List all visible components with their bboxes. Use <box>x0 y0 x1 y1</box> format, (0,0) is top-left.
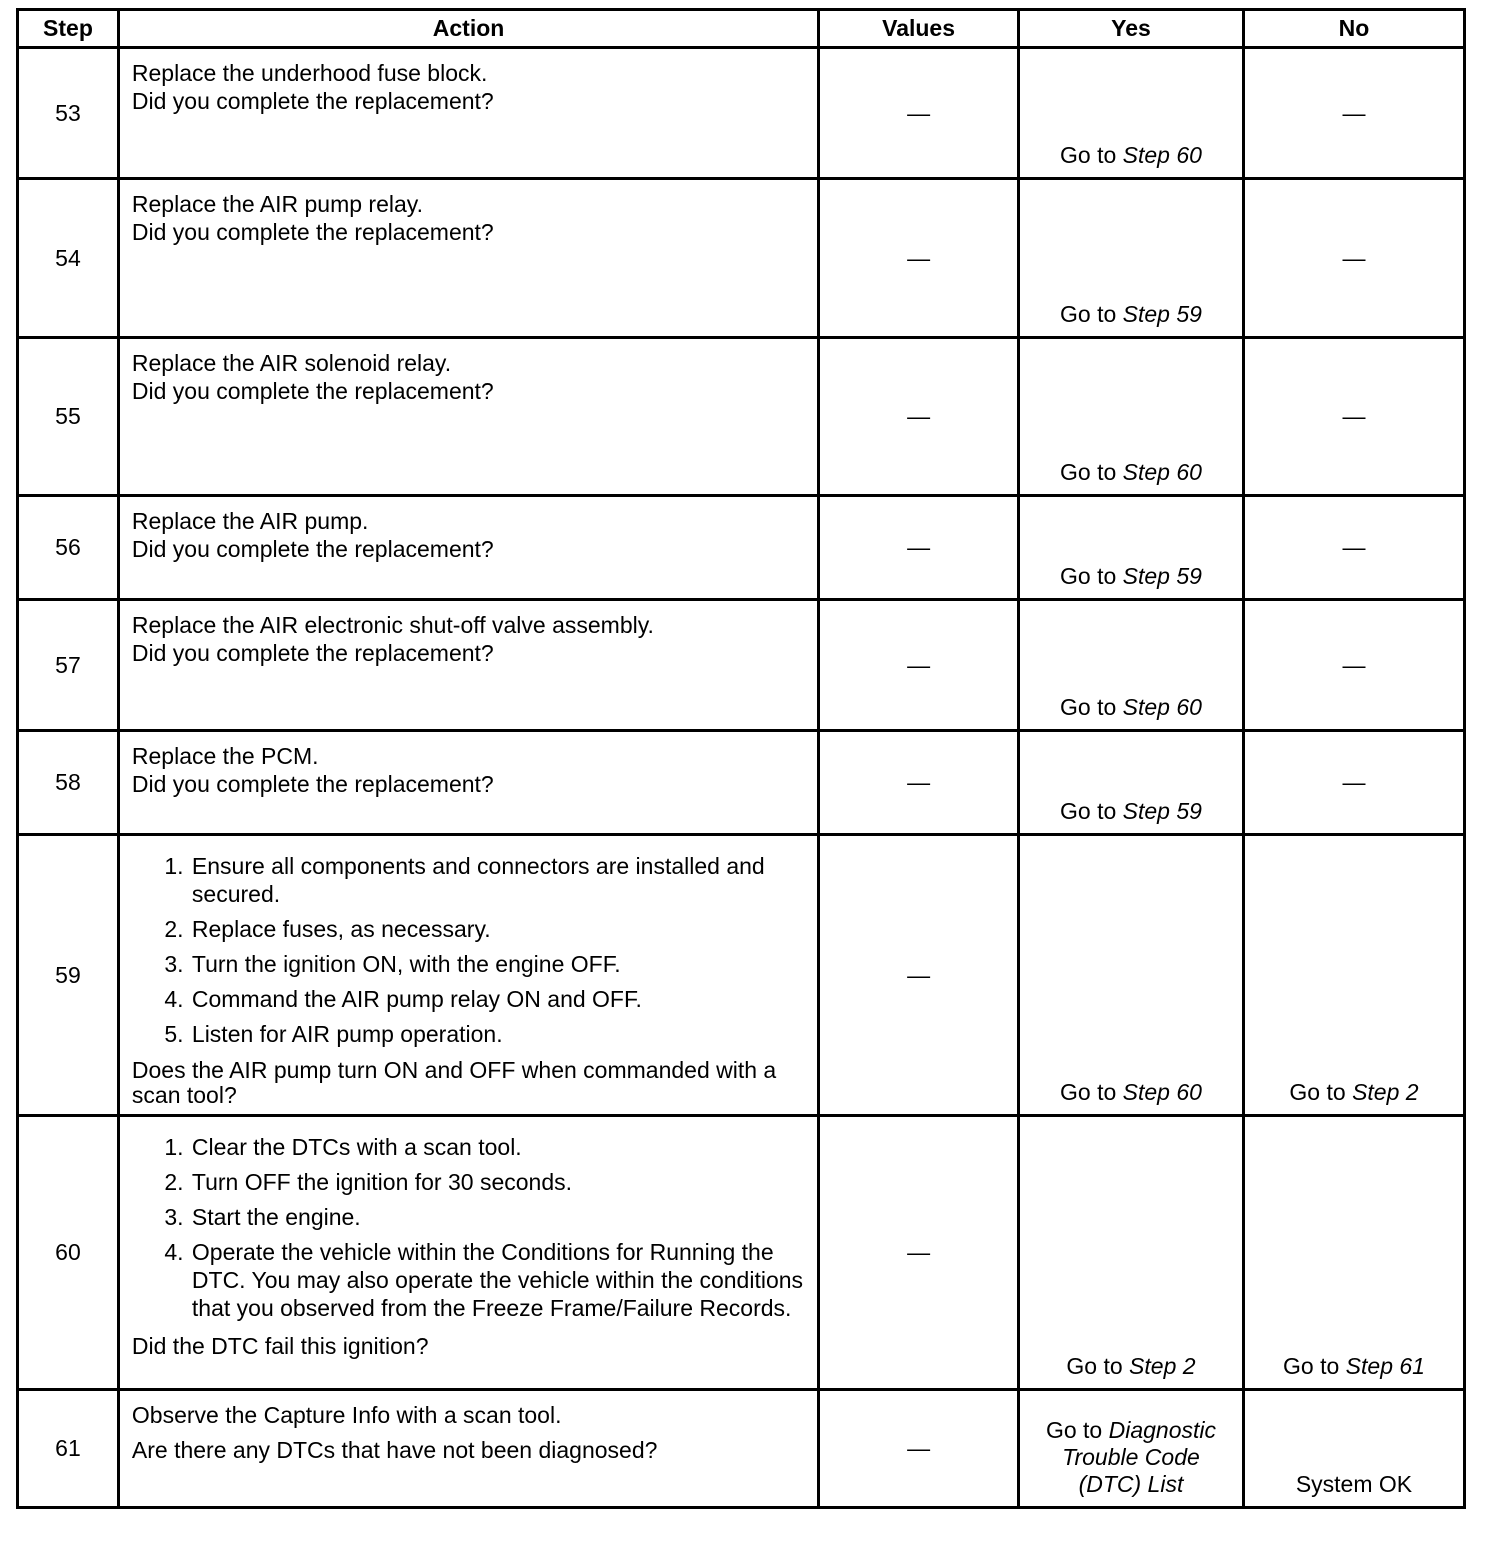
yes-cell <box>1018 179 1243 338</box>
yes-cell <box>1018 835 1243 1116</box>
action-text: Replace the AIR pump. <box>131 508 369 534</box>
header-yes: Yes <box>1018 10 1243 48</box>
values-cell <box>819 600 1019 731</box>
dash: — <box>1342 769 1366 795</box>
action-cell <box>118 496 818 600</box>
yes-target: Step 59 <box>1122 798 1202 824</box>
dash: — <box>907 244 931 271</box>
values-cell <box>819 179 1019 338</box>
list-item: 2. Replace fuses, as necessary. <box>190 915 805 943</box>
no-cell <box>1243 1116 1464 1390</box>
action-question: Did you complete the replacement? <box>131 378 494 404</box>
list-item: 5. Listen for AIR pump operation. <box>190 1020 805 1048</box>
yes-target: Diagnostic Trouble Code (DTC) List <box>1062 1417 1216 1497</box>
values-cell <box>819 48 1019 179</box>
no-cell <box>1243 179 1464 338</box>
action-question: Did you complete the replacement? <box>131 640 494 666</box>
action-question: Are there any DTCs that have not been diagnosed? <box>131 1437 658 1463</box>
action-cell <box>118 179 818 338</box>
dash: — <box>907 99 931 126</box>
values-cell <box>819 731 1019 835</box>
step-number: 54 <box>18 179 119 338</box>
table-row <box>18 496 1465 600</box>
goto-prefix: Go to <box>1060 459 1117 485</box>
yes-target: Step 2 <box>1129 1353 1196 1379</box>
no-target: Step 61 <box>1345 1353 1425 1379</box>
table-row <box>18 48 1465 179</box>
list-item: 4. Command the AIR pump relay ON and OFF. <box>190 985 805 1013</box>
no-cell <box>1243 600 1464 731</box>
yes-target: Step 59 <box>1122 301 1202 327</box>
action-steps-list <box>132 852 805 1052</box>
no-text: System OK <box>1295 1471 1413 1497</box>
values-cell <box>819 496 1019 600</box>
yes-target: Step 60 <box>1122 1079 1202 1105</box>
no-cell <box>1243 496 1464 600</box>
action-cell <box>118 600 818 731</box>
table-row <box>18 835 1465 1116</box>
table-row <box>18 731 1465 835</box>
table-row <box>18 179 1465 338</box>
action-text: Replace the PCM. <box>131 743 319 769</box>
no-cell <box>1243 48 1464 179</box>
action-cell <box>118 835 818 1116</box>
yes-target: Step 60 <box>1122 142 1202 168</box>
action-question: Did you complete the replacement? <box>131 88 494 114</box>
action-cell <box>118 1116 818 1390</box>
dash: — <box>907 1239 931 1265</box>
yes-cell <box>1018 338 1243 496</box>
dash: — <box>1342 651 1366 678</box>
goto-prefix: Go to <box>1060 694 1117 720</box>
dash: — <box>907 769 931 795</box>
action-steps-list <box>132 1133 805 1326</box>
values-cell <box>819 835 1019 1116</box>
list-item: 2. Turn OFF the ignition for 30 seconds. <box>190 1168 805 1196</box>
header-values: Values <box>819 10 1019 48</box>
header-step: Step <box>18 10 119 48</box>
goto-prefix: Go to <box>1289 1079 1346 1105</box>
goto-prefix: Go to <box>1060 301 1117 327</box>
action-cell <box>118 338 818 496</box>
dash: — <box>1342 244 1366 271</box>
list-item: 1. Clear the DTCs with a scan tool. <box>190 1133 805 1161</box>
table-row <box>18 338 1465 496</box>
action-text: Replace the AIR pump relay. <box>131 191 423 217</box>
yes-cell <box>1018 48 1243 179</box>
dash: — <box>907 1435 931 1461</box>
yes-target: Step 60 <box>1122 694 1202 720</box>
header-action: Action <box>118 10 818 48</box>
action-text: Replace the underhood fuse block. <box>131 60 488 86</box>
yes-cell <box>1018 600 1243 731</box>
yes-target: Step 59 <box>1122 563 1202 589</box>
list-item: 4. Operate the vehicle within the Conditions for Running the DTC. You may also operate the vehicle within the conditions that you observed from the Freeze Frame/Failure Records. <box>190 1238 805 1322</box>
action-text: Replace the AIR solenoid relay. <box>131 350 452 376</box>
goto-prefix: Go to <box>1045 1417 1103 1443</box>
dash: — <box>907 961 931 988</box>
table-row <box>18 1116 1465 1390</box>
dash: — <box>1342 99 1366 126</box>
step-number: 53 <box>18 48 119 179</box>
action-question: Did you complete the replacement? <box>131 536 494 562</box>
step-number: 58 <box>18 731 119 835</box>
yes-cell <box>1018 1116 1243 1390</box>
step-number: 56 <box>18 496 119 600</box>
list-item: 3. Turn the ignition ON, with the engine OFF. <box>190 950 805 978</box>
dash: — <box>1342 403 1366 429</box>
goto-prefix: Go to <box>1283 1353 1340 1379</box>
action-cell <box>118 48 818 179</box>
diagnostic-steps-table <box>16 8 1466 1509</box>
values-cell <box>819 338 1019 496</box>
list-item: 1. Ensure all components and connectors are installed and secured. <box>190 852 805 908</box>
goto-prefix: Go to <box>1060 1079 1117 1105</box>
step-number: 60 <box>18 1116 119 1390</box>
goto-prefix: Go to <box>1060 798 1117 824</box>
no-target: Step 2 <box>1352 1079 1419 1105</box>
dash: — <box>907 651 931 678</box>
goto-prefix: Go to <box>1060 563 1117 589</box>
table-row <box>18 600 1465 731</box>
action-text: Observe the Capture Info with a scan tool. <box>131 1402 562 1428</box>
yes-cell <box>1018 1390 1243 1508</box>
table-row <box>18 1390 1465 1508</box>
no-cell <box>1243 1390 1464 1508</box>
action-question: Did the DTC fail this ignition? <box>131 1333 429 1359</box>
diagnostic-table-page <box>16 8 1466 1509</box>
no-cell <box>1243 835 1464 1116</box>
dash: — <box>907 534 931 560</box>
dash: — <box>1342 534 1366 560</box>
step-number: 55 <box>18 338 119 496</box>
action-question: Does the AIR pump turn ON and OFF when commanded with a scan tool? <box>131 1057 777 1108</box>
dash: — <box>907 403 931 429</box>
step-number: 61 <box>18 1390 119 1508</box>
yes-target: Step 60 <box>1122 459 1202 485</box>
action-question: Did you complete the replacement? <box>131 771 494 797</box>
goto-prefix: Go to <box>1060 142 1117 168</box>
action-cell <box>118 731 818 835</box>
values-cell <box>819 1116 1019 1390</box>
yes-cell <box>1018 496 1243 600</box>
list-item: 3. Start the engine. <box>190 1203 805 1231</box>
step-number: 57 <box>18 600 119 731</box>
action-cell <box>118 1390 818 1508</box>
yes-cell <box>1018 731 1243 835</box>
action-text: Replace the AIR electronic shut-off valve assembly. <box>131 612 654 638</box>
header-row <box>18 10 1465 48</box>
header-no: No <box>1243 10 1464 48</box>
goto-prefix: Go to <box>1066 1353 1123 1379</box>
no-cell <box>1243 731 1464 835</box>
action-question: Did you complete the replacement? <box>131 219 494 245</box>
no-cell <box>1243 338 1464 496</box>
values-cell <box>819 1390 1019 1508</box>
step-number: 59 <box>18 835 119 1116</box>
